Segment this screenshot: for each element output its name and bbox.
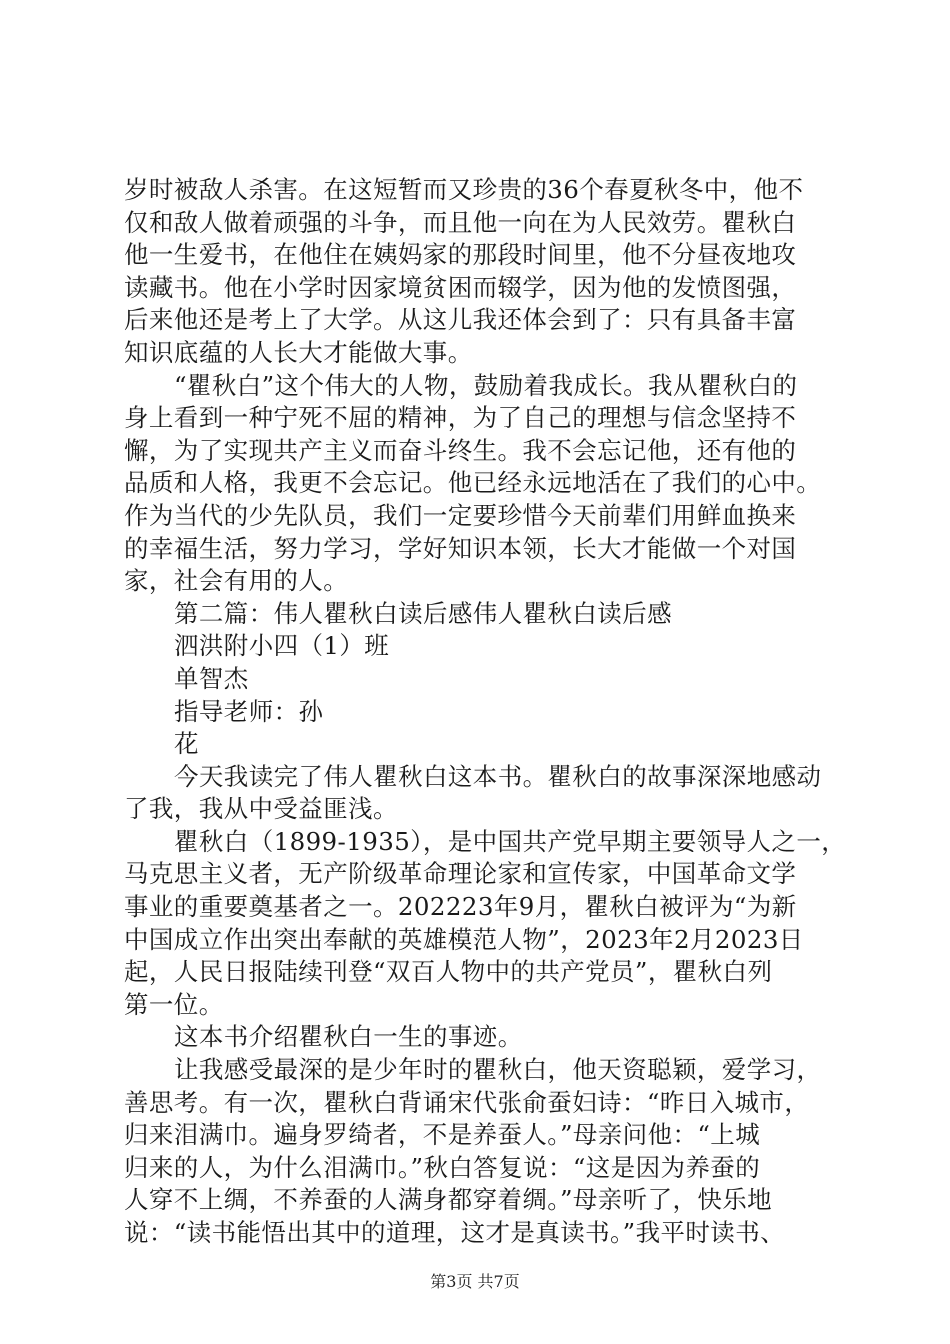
text-line: 中国成立作出突出奉献的英雄模范人物”，2023年2月2023日 [124,924,804,954]
text-line: 起，人民日报陆续刊登“双百人物中的共产党员”，瞿秋白列 [124,957,773,987]
text-line: 指导老师：孙 [174,696,324,726]
text-line: 仅和敌人做着顽强的斗争，而且他一向在为人民效劳。瞿秋白 [124,207,797,237]
text-line: 作为当代的少先队员，我们一定要珍惜今天前辈们用鲜血换来 [124,500,797,530]
text-line: 他一生爱书，在他住在姨妈家的那段时间里，他不分昼夜地攻 [124,240,797,270]
text-line: “瞿秋白”这个伟大的人物，鼓励着我成长。我从瞿秋白的 [174,370,798,400]
text-line: 让我感受最深的是少年时的瞿秋白，他天资聪颖，爱学习， [174,1055,822,1085]
text-line: 单智杰 [174,663,249,693]
text-line: 归来的人，为什么泪满巾。”秋白答复说：“这是因为养蚕的 [124,1152,761,1182]
text-line: 人穿不上绸，不养蚕的人满身都穿着绸。”母亲听了，快乐地 [124,1185,773,1215]
text-line: 知识底蕴的人长大才能做大事。 [124,337,473,367]
text-line: 善思考。有一次，瞿秋白背诵宋代张俞蚕妇诗：“昨日入城市， [124,1087,810,1117]
text-line: 说：“读书能悟出其中的道理，这才是真读书。”我平时读书、 [124,1218,785,1247]
text-line: 马克思主义者，无产阶级革命理论家和宣传家，中国革命文学 [124,859,797,889]
text-line: 身上看到一种宁死不屈的精神，为了自己的理想与信念坚持不 [124,403,797,433]
text-line: 第一位。 [124,989,224,1019]
text-line: 读藏书。他在小学时因家境贫困而辍学，因为他的发愤图强， [124,272,797,302]
text-line: 家，社会有用的人。 [124,566,349,596]
text-line: 的幸福生活，努力学习，学好知识本领，长大才能做一个对国 [124,533,797,563]
text-line: 瞿秋白（1899-1935），是中国共产党早期主要领导人之一， [174,826,847,856]
text-line: 这本书介绍瞿秋白一生的事迹。 [174,1022,523,1052]
text-line: 花 [174,729,199,759]
text-line: 后来他还是考上了大学。从这儿我还体会到了：只有具备丰富 [124,305,797,335]
text-line: 品质和人格，我更不会忘记。他已经永远地活在了我们的心中。 [124,468,822,498]
page-footer: 第3页 共7页 [430,1272,520,1291]
document-body [124,174,847,1250]
text-line: 岁时被敌人杀害。在这短暂而又珍贵的36个春夏秋冬中，他不 [124,175,804,204]
text-line: 第二篇：伟人瞿秋白读后感伟人瞿秋白读后感 [174,598,672,628]
text-line: 归来泪满巾。遍身罗绮者，不是养蚕人。”母亲问他：“上城 [124,1120,761,1150]
text-line: 了我，我从中受益匪浅。 [124,794,398,824]
text-line: 今天我读完了伟人瞿秋白这本书。瞿秋白的故事深深地感动 [174,761,822,791]
text-line: 泗洪附小四（1）班 [174,631,390,661]
text-line: 事业的重要奠基者之一。202223年9月，瞿秋白被评为“为新 [124,892,797,922]
text-line: 懈，为了实现共产主义而奋斗终生。我不会忘记他，还有他的 [124,435,797,465]
